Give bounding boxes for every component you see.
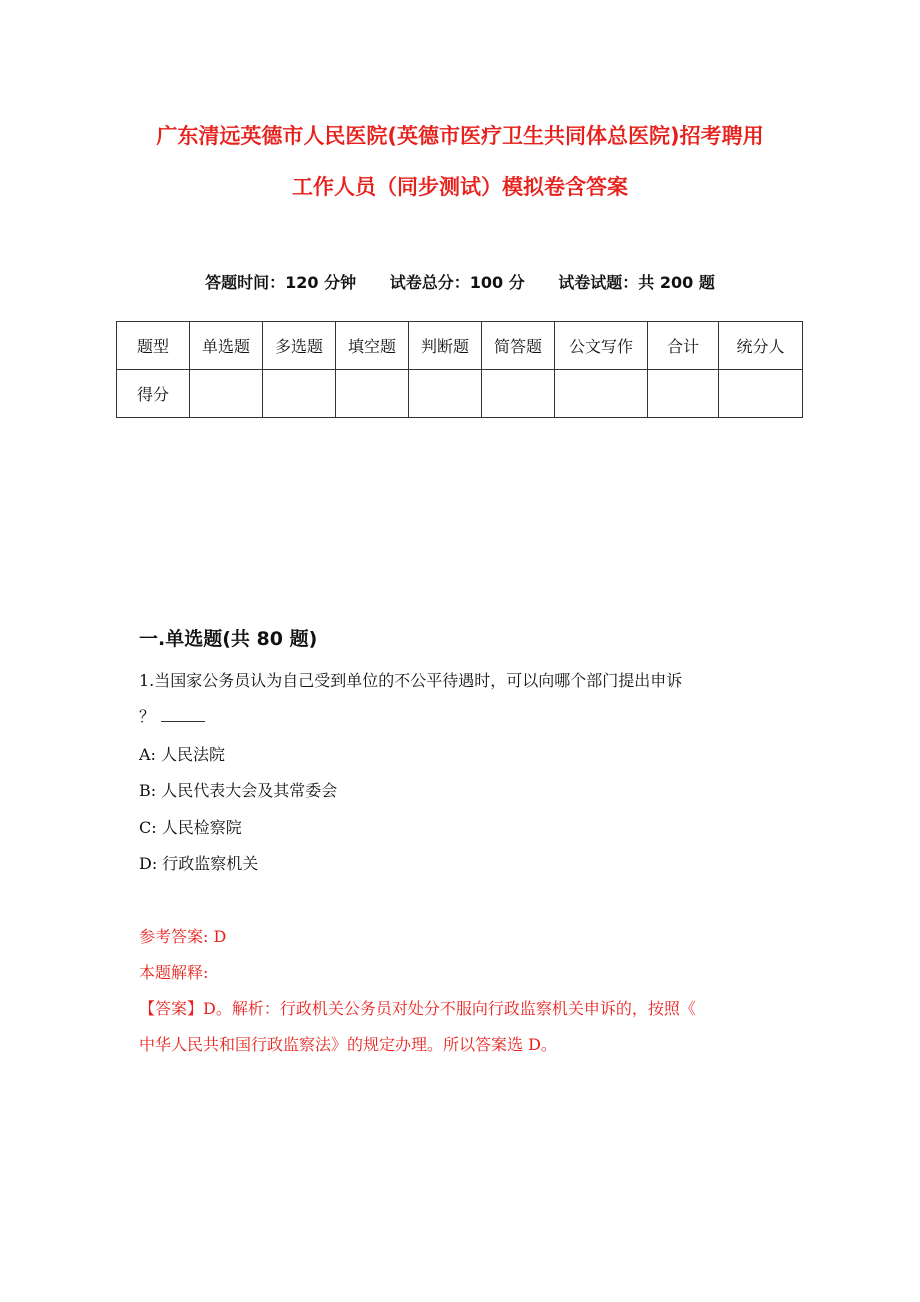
question-stem-cont [139, 704, 205, 727]
question-stem: 1.当国家公务员认为自己受到单位的不公平待遇时，可以向哪个部门提出申诉 [139, 671, 683, 690]
score-cell [648, 370, 719, 418]
option-d: D: 行政监察机关 [139, 854, 259, 873]
score-cell [336, 370, 409, 418]
score-cell [482, 370, 555, 418]
score-table [116, 321, 803, 418]
score-table-score-row [117, 370, 803, 418]
doc-title-line2: 工作人员（同步测试）模拟卷含答案 [292, 175, 628, 199]
exam-total: 试卷总分：100 分 [389, 273, 525, 292]
option-c: C: 人民检察院 [139, 818, 242, 837]
option-a: A: 人民法院 [139, 745, 226, 764]
explanation-line2: 中华人民共和国行政监察法》的规定办理。所以答案选 D。 [139, 1035, 557, 1054]
doc-title-line1: 广东清远英德市人民医院(英德市医疗卫生共同体总医院)招考聘用 [156, 124, 764, 148]
explanation-line1: 【答案】D。解析：行政机关公务员对处分不服向行政监察机关申诉的，按照《 [139, 999, 696, 1018]
score-header-cell: 多选题 [263, 322, 336, 370]
score-header-cell: 合计 [648, 322, 719, 370]
score-cell [190, 370, 263, 418]
score-header-cell: 题型 [117, 322, 190, 370]
score-row-label: 得分 [117, 370, 190, 418]
score-header-cell: 单选题 [190, 322, 263, 370]
option-b: B: 人民代表大会及其常委会 [139, 781, 338, 800]
score-header-cell: 填空题 [336, 322, 409, 370]
exam-time: 答题时间：120 分钟 [205, 273, 357, 292]
question-stem-end: ？ [139, 707, 156, 726]
exam-meta [0, 270, 920, 293]
score-cell [555, 370, 648, 418]
reference-answer: 参考答案: D [139, 927, 227, 946]
score-cell [263, 370, 336, 418]
score-header-cell: 简答题 [482, 322, 555, 370]
score-header-cell: 公文写作 [555, 322, 648, 370]
score-cell [409, 370, 482, 418]
score-cell [719, 370, 803, 418]
score-table-header-row [117, 322, 803, 370]
section-title: 一.单选题(共 80 题) [139, 628, 318, 650]
answer-blank [161, 707, 205, 722]
score-header-cell: 判断题 [409, 322, 482, 370]
score-header-cell: 统分人 [719, 322, 803, 370]
exam-count: 试卷试题：共 200 题 [558, 273, 715, 292]
explanation-label: 本题解释: [139, 963, 209, 982]
